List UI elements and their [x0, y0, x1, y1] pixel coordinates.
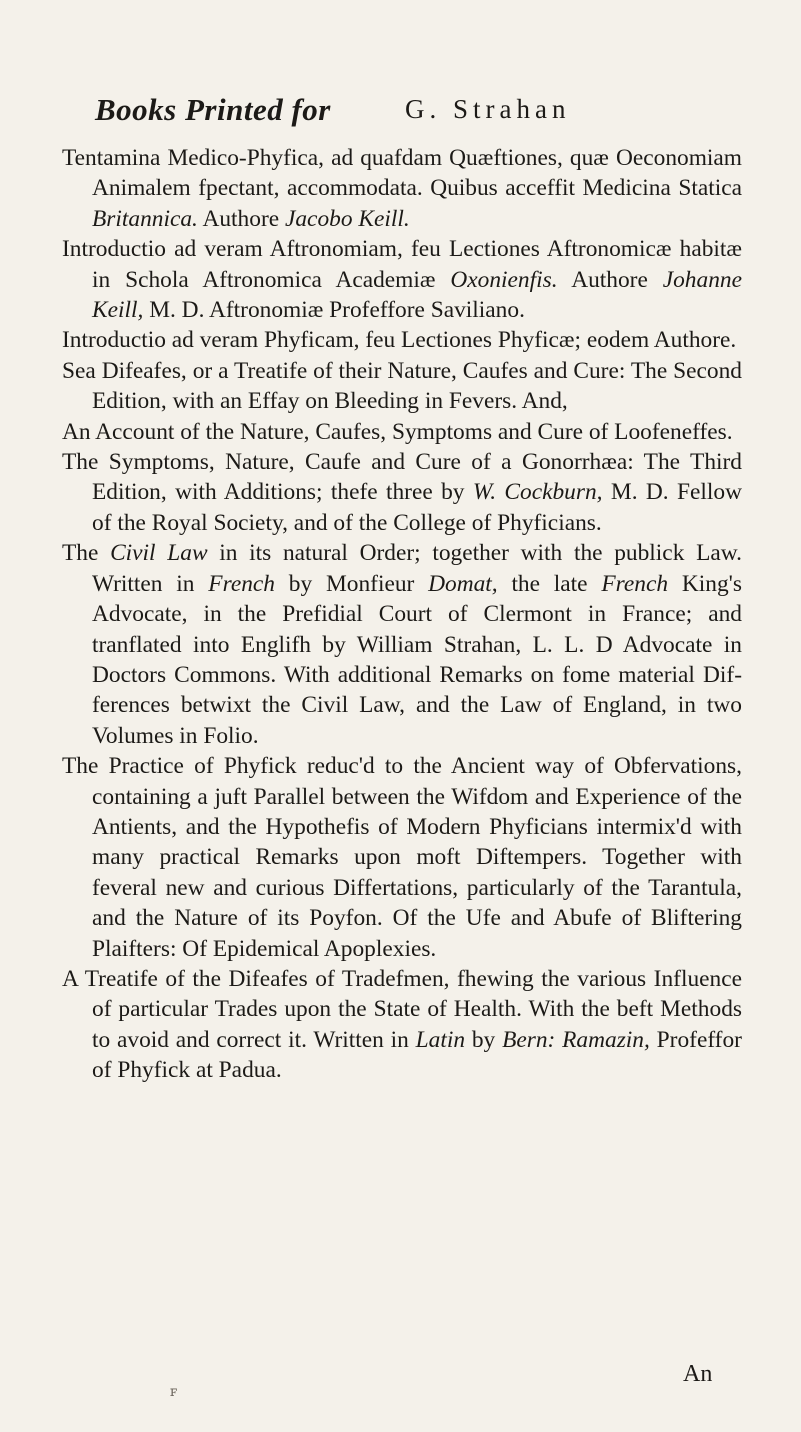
- entry-civil-law: The Civil Law in its natural Order; together with the publick Law. Written in French by Monfieur Domat, the late French King's Advocate, in the Prefidial Court of Clermont in France; and tranflated into Englifh by William Strahan, L. L. D Advocate in Doctors Commons. With additional Remarks on fome material Differences betwixt the Civil Law, and the Law of England, in two Volumes in Folio.: [62, 540, 742, 749]
- entry-gonorrhaea: The Symptoms, Nature, Caufe and Cure of a Gonorrhæa: The Third Edition, with Additions; thefe three by W. Cockburn, M. D. Fellow of the Royal Society, and of the College of Phyficians.: [62, 449, 742, 536]
- entry-tentamina: Tentamina Medico-Phyfica, ad quafdam Quæftiones, quæ Oeconomiam Animalem fpectant, accommodata. Quibus acceffit Medicina Statica Britannica. Authore Jacobo Keill.: [62, 145, 742, 232]
- entry-tradesmen: A Treatife of the Difeafes of Tradefmen, fhewing the various Influence of particular Trades upon the State of Health. With the beft Methods to avoid and correct it. Written in Latin by Bern: Ramazin, Profeffor of Phyfick at Padua.: [62, 965, 742, 1084]
- entry-physica: Introductio ad veram Phyficam, feu Lectiones Phyficæ; eodem Authore.: [62, 327, 737, 354]
- running-header: [0, 92, 801, 132]
- entry-astronomia: Introductio ad veram Aftronomiam, feu Lectiones Aftronomicæ habitæ in Schola Aftronomica Academiæ Oxonienfis. Authore Johanne Keill, M. D. Aftronomiæ Profeffore Saviliano.: [62, 236, 742, 324]
- ink-speck: ꜰ: [170, 1385, 178, 1400]
- catalogue-entries: [62, 143, 742, 1086]
- header-title: Books Printed for: [95, 92, 331, 127]
- catchword: An: [683, 1361, 713, 1387]
- entry-sea-diseases: Sea Difeafes, or a Treatife of their Nature, Caufes and Cure: The Second Edition, with an Effay on Bleeding in Fevers. And,: [62, 357, 742, 415]
- header-publisher: G. Strahan: [405, 94, 571, 124]
- entry-looseness: An Account of the Nature, Caufes, Symptoms and Cure of Loofeneffes.: [62, 418, 733, 445]
- entry-practice-of-physick: The Practice of Phyfick reduc'd to the Ancient way of Obfervations, containing a juft Parallel between the Wifdom and Experience of the Antients, and the Hypothefis of Modern Phyficians intermix'd with many practical Remarks upon moft Diftempers. Together with feveral new and curious Differtations, particularly of the Tarantula, and the Nature of its Poyfon. Of the Ufe and Abufe of Bliftering Plaifters: Of Epidemical Apoplexies.: [62, 753, 742, 962]
